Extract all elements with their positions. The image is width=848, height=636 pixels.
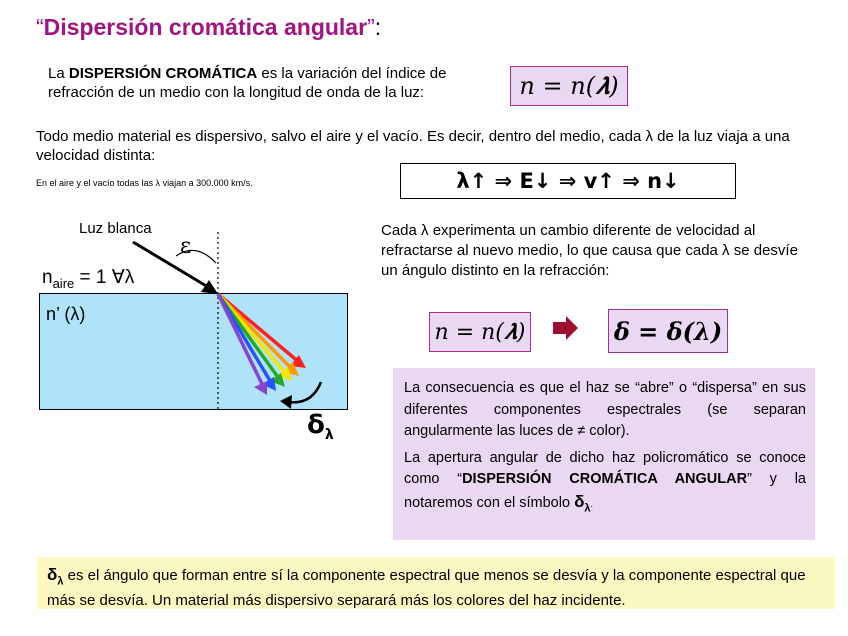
formula-n-lambda: n = n(𝝀) <box>510 66 628 106</box>
red-arrow <box>553 316 578 340</box>
formula-n-lambda-2: n = n(𝝀) <box>429 312 531 352</box>
delta-arc-arrowhead <box>280 395 292 409</box>
implication-chain: λ↑ ⇒ E↓ ⇒ v↑ ⇒ n↓ <box>400 163 736 199</box>
incident-ray <box>133 242 213 290</box>
delta-lambda-label: $\delta_\lambda$ <box>307 410 334 444</box>
incident-arrowhead <box>201 280 218 294</box>
epsilon-label: ε <box>180 234 192 259</box>
dispersed-rays <box>218 294 306 395</box>
small-note: En el aire y el vacío todas las λ viajan a 300.000 km/s. <box>36 178 253 188</box>
consequence-p2: La apertura angular de dicho haz policromático se conoce como “DISPERSIÓN CROMÁTICA ANGULAR” y la notaremos con el símbolo $\delta_\lambda$. <box>404 449 806 514</box>
velocity-paragraph: Cada λ experimenta un cambio diferente de velocidad al refractarse al nuevo medio, lo que causa que cada λ se desvíe un ángulo distinto en la refracción: <box>381 222 798 279</box>
n-aire-label: $n_{aire} = 1$ ∀λ <box>42 267 135 291</box>
intro-paragraph: La DISPERSIÓN CROMÁTICA es la variación del índice de refracción de un medio con la longitud de onda de la luz: <box>48 65 447 101</box>
page-title: “Dispersión cromática angular”: <box>36 14 382 40</box>
consequence-box <box>393 368 815 540</box>
dispersive-paragraph: Todo medio material es dispersivo, salvo el aire y el vacío. Es decir, dentro del medio, cada λ de la luz viaja a una velocidad distinta: <box>36 128 790 164</box>
definition-text: $\delta_\lambda$ es el ángulo que forman entre sí la componente espectral que menos se desvía y la componente espectral que más se desvía. Un material más dispersivo separará más los colores del haz incidente. <box>47 565 806 610</box>
delta-arc <box>288 382 321 402</box>
formula-delta-lambda: δ = δ(𝝀) <box>608 309 728 353</box>
white-light-label: Luz blanca <box>79 220 152 237</box>
n-prime-label: n’ (λ) <box>46 304 86 324</box>
consequence-p1: La consecuencia es que el haz se “abre” o “dispersa” en sus diferentes componentes espectrales (se separan angularmente las luces de ≠ color). <box>404 380 806 439</box>
definition-box <box>37 557 835 609</box>
